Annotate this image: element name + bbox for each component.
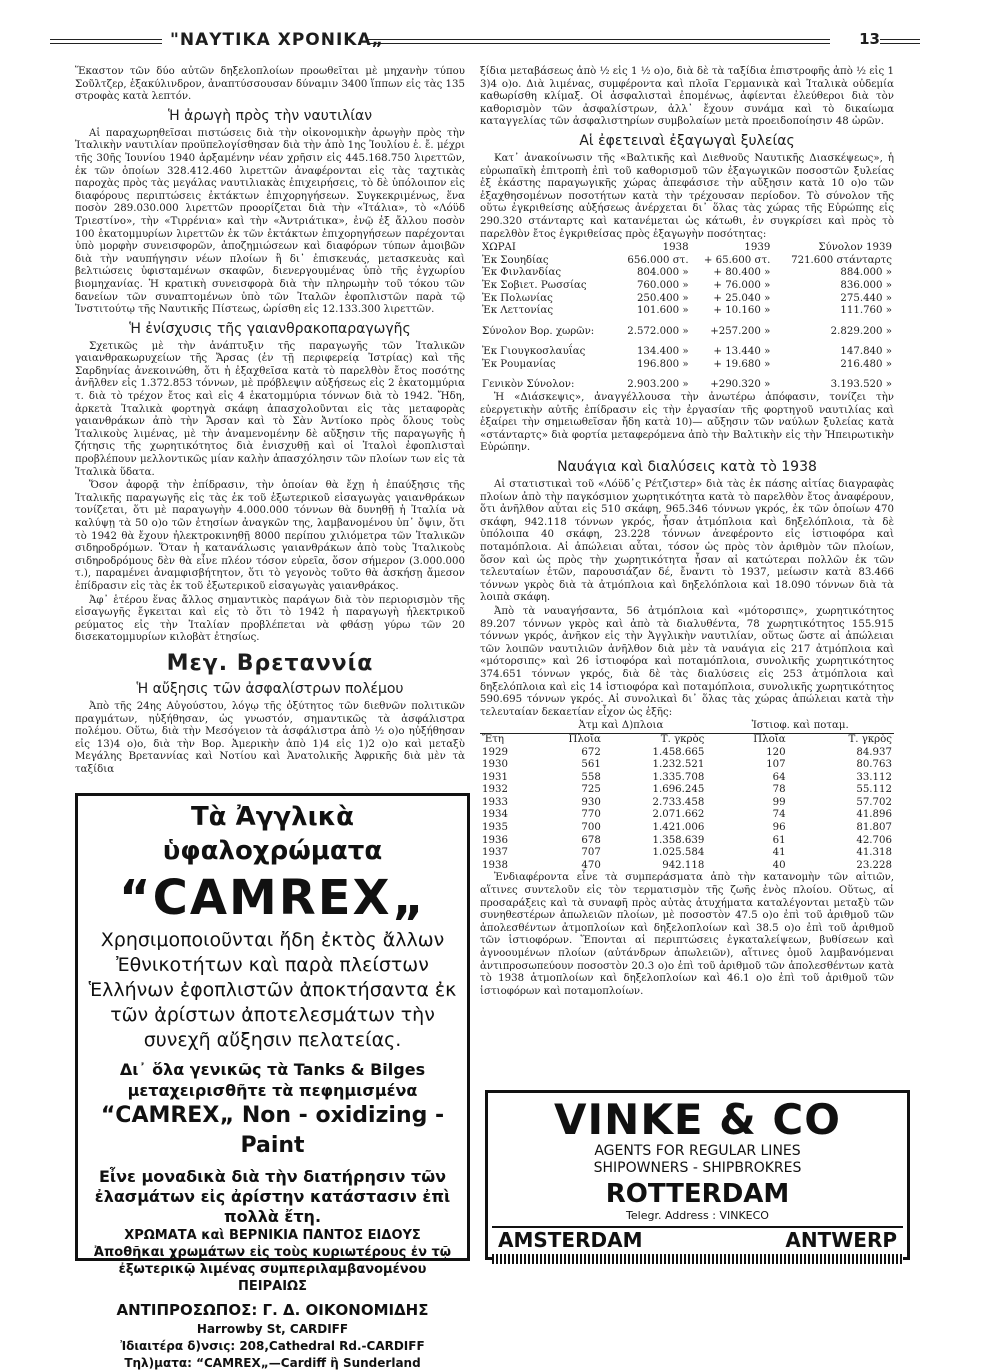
table-cell: Ἐκ Λεττονίας	[482, 305, 554, 317]
table-cell: + 65.600 στ.	[703, 254, 771, 266]
table-cell: 942.118	[662, 859, 705, 871]
table-cell: 1937	[482, 847, 508, 859]
table-cell: 1.458.665	[652, 746, 705, 758]
decorative-border	[492, 1254, 903, 1264]
table-cell: 721.600 στάνταρτς	[791, 254, 892, 266]
table-cell: 1933	[482, 796, 508, 808]
table-cell: 42.706	[856, 834, 892, 846]
table-row	[480, 747, 894, 760]
header-rule-end	[880, 39, 920, 44]
ad-telegraph: Telegr. Address : VINKECO	[626, 1209, 769, 1222]
table-total-row	[480, 379, 894, 392]
intro-paragraph: Ἕκαστον τῶν δύο αὐτῶν δηξελοπλοίων προωθεῖται μὲ μηχανὴν τύπου Σοῦλτζερ, ἑξακύλινδρον, ἀναπτύσσουσαν δύναμιν 3400 ἵππων εἰς τὰς 135 στροφὰς κατὰ λεπτόν.	[75, 66, 465, 103]
table-cell: 78	[772, 784, 786, 796]
table-header: ΧΩΡΑΙ	[482, 242, 516, 254]
page-header	[50, 30, 920, 54]
table-cell: 196.800 »	[636, 358, 689, 370]
table-cell: 250.400 »	[636, 292, 689, 304]
table-cell: 275.440 »	[840, 292, 892, 304]
table-cell: + 10.160 »	[713, 305, 771, 317]
table-row	[480, 759, 894, 772]
table-cell: 1.358.639	[652, 834, 705, 846]
table-cell: 760.000 »	[636, 279, 689, 291]
header-rule-left	[50, 39, 162, 44]
table-header: Τ. γκρὸς	[848, 733, 892, 745]
vinke-advertisement	[485, 1090, 910, 1260]
table-header: 1939	[744, 242, 771, 254]
table-cell: 1929	[482, 746, 508, 758]
table-cell: +257.200 »	[710, 325, 771, 337]
ad-company-name: VINKE & CO	[554, 1095, 841, 1144]
ad-product: “CAMREX„ Non - oxidizing - Paint	[100, 1103, 445, 1158]
table-cell: 700	[581, 822, 601, 834]
table-group-header: Ἱστιοφ. καὶ ποταμ.	[751, 720, 849, 732]
table-cell: + 76.000 »	[713, 279, 771, 291]
table-header: Σύνολον 1939	[818, 242, 892, 254]
table-cell: 99	[772, 796, 786, 808]
table-cell: 101.600 »	[636, 305, 689, 317]
table-row	[480, 346, 894, 359]
section-title-coal: Ἡ ἐνίσχυσις τῆς γαιανθρακοπαραγωγῆς	[129, 320, 411, 337]
table-cell: + 19.680 »	[713, 358, 771, 370]
table-cell: 2.572.000 »	[627, 325, 689, 337]
table-cell: 2.829.200 »	[830, 325, 892, 337]
table-cell: 770	[581, 809, 601, 821]
table-cell: Ἐκ Φινλανδίας	[482, 267, 562, 279]
table-header: Πλοῖα	[568, 733, 601, 745]
table-cell: Ἐκ Πολωνίας	[482, 292, 553, 304]
right-column	[480, 66, 894, 999]
ad-telegraph: Τηλ)ματα: “CAMREX„—Cardiff ἢ Sunderland	[124, 1356, 421, 1370]
table-cell: 23.228	[856, 859, 892, 871]
table-cell: 57.702	[856, 796, 892, 808]
section-title-shipwrecks: Ναυάγια καὶ διαλύσεις κατὰ τὸ 1938	[557, 459, 817, 476]
header-rule-right	[368, 39, 830, 44]
table-cell: 1935	[482, 822, 508, 834]
table-cell: 561	[581, 759, 601, 771]
table-cell: 1931	[482, 771, 508, 783]
paragraph: Κατ᾽ ἀνακοίνωσιν τῆς «Βαλτικῆς καὶ Διεθνοῦς Ναυτικῆς Διασκέψεως», ἡ εὐρωπαϊκὴ ἐπιτροπὴ ἐπὶ τοῦ καθορισμοῦ τῶν ἐξαγωγικῶν ποσοστῶν ξυλείας ἐξ ἑκάστης παραγωγικῆς χώρας ἀπεφάσισε τὴν αὔξησιν κατὰ 10 ο)ο τῶν ἐξαχθησομένων ποσοτήτων κατὰ τὴν τρέχουσαν περίοδον. Τὸ σύνολον τῆς οὕτω ἐγκριθείσης αὐξήσεως ἀνέρχεται δι᾽ ὅλας τὰς χώρας τῆς Εὐρώπης εἰς 290.320 στάνταρτς καὶ κατανέμεται ὡς κάτωθι, ἐν συγκρίσει καὶ πρὸς τὸ παρελθὸν ἔτος ἐγκριθείσας πρὸς ἐξαγωγὴν ποσότητας:	[480, 152, 894, 240]
table-header-row	[480, 733, 894, 746]
table-cell: 147.840 »	[840, 346, 892, 358]
table-cell: 930	[581, 796, 601, 808]
table-cell: Σύνολον Βορ. χωρῶν:	[482, 325, 595, 337]
paragraph: Ἐνδιαφέροντα εἶνε τὰ συμπεράσματα ἀπὸ τὴν κατανομὴν τῶν αἰτιῶν, αἵτινες συντελοῦν εἰς τὸν τερματισμὸν τῆς ζωῆς ἑνὸς πλοίου. Οὕτως, αἱ προσαράξεις καὶ τὰ συναφῆ πρὸς αὐτὰς ἀτυχήματα καταλέγονται μεταξὺ τῶν συνηθεστέρων ἀπωλειῶν πλοίων, μὲ ποσοστὸν 47.5 ο)ο ἐπὶ τοῦ ἀριθμοῦ τῶν ἀπολεσθέντων ἀτμοπλοίων καὶ δηξελοπλοίων καὶ 38.5 ο)ο ἐπὶ τοῦ ἀριθμοῦ τῶν ἱστιοφόρων. Ἕπονται αἱ περιπτώσεις ἐγκαταλείψεων, βυθίσεων καὶ ἀγνοουμένων πλοίων (αὐτάνδρων ἀπωλειῶν), αἵτινες ὁμοῦ λαμβανόμεναι ἀντιπροσωπεύουν ποσοστὸν 20.3 ο)ο ἐπὶ τοῦ ἀριθμοῦ τῶν ἀπολεσθέντων κατὰ τὸ 1938 ἀτμοπλοίων καὶ δηξελοπλοίων καὶ 46.1 ο)ο ἐπὶ τοῦ ἀριθμοῦ τῶν ἱστιοφόρων καὶ ποταμοπλοίων.	[480, 872, 894, 997]
ad-port: AMSTERDAM	[498, 1228, 643, 1252]
table-row	[480, 359, 894, 372]
table-cell: 1936	[482, 834, 508, 846]
table-group-header: Ἀτμ καὶ Δ)πλοια	[578, 720, 664, 732]
ad-headline: Τὰ Ἀγγλικὰ ὑφαλοχρώματα	[162, 802, 383, 866]
table-cell: 1.232.521	[652, 759, 705, 771]
table-cell: 1.025.584	[652, 847, 705, 859]
section-title-timber: Αἱ ἐφετειναὶ ἐξαγωγαὶ ξυλείας	[579, 132, 795, 149]
table-row	[480, 860, 894, 873]
table-cell: 41.896	[856, 809, 892, 821]
ad-text: AGENTS FOR REGULAR LINES	[594, 1143, 801, 1159]
table-row	[480, 267, 894, 280]
ad-text: Ἀποθῆκαι χρωμάτων εἰς τοὺς κυριωτέρους ἐν τῷ ἐξωτερικῷ λιμένας συμπεριλαμβανομένου ΠΕΙΡΑΙΩΣ	[93, 1245, 452, 1294]
table-cell: 81.807	[856, 822, 892, 834]
table-cell: 33.112	[856, 771, 892, 783]
table-cell: 216.480 »	[840, 358, 892, 370]
table-cell: 470	[581, 859, 601, 871]
table-header: Ἔτη	[482, 733, 505, 745]
table-cell: Ἐκ Σοβιετ. Ρωσσίας	[482, 279, 587, 291]
table-cell: 678	[581, 834, 601, 846]
table-cell: 41	[772, 847, 786, 859]
table-cell: + 80.400 »	[713, 267, 771, 279]
ad-ports	[492, 1226, 903, 1252]
paragraph: Σχετικῶς μὲ τὴν ἀνάπτυξιν τῆς παραγωγῆς τῶν Ἰταλικῶν γαιανθρακωρυχείων τῆς Ἄρσας (ἐν τῇ περιφερείᾳ Ἰστρίας) καὶ τῆς Σαρδηνίας ἀνεκοινώθη, ὅτι ἡ ἐξαχθεῖσα κατὰ τὸ παρελθὸν ἔτος ποσότης ἀνῆλθεν εἰς 1.372.853 τόννων, μὲ πρόβλεψιν αὐξήσεως εἰς 2 ἑκατομμύρια τ. διὰ τὸ τρέχον ἔτος καὶ εἰς 4 ἑκατομμύρια τόννων διὰ τὸ 1942. Ἤδη, ἀρκετὰ Ἰταλικὰ φορτηγὰ σκάφη ἀπασχολοῦνται εἰς τὰς μεταφορὰς γαιανθράκων ἀπὸ τὴν Ἄρσαν καὶ τὸ Σὰν Ἀντίοκο πρὸς ὅλους τοὺς Ἰταλικοὺς λιμένας, μὲ τὴν ἀναμενομένην δὲ αὔξησιν τῆς παραγωγῆς ἡ ζήτησις τῆς χωρητικότητος διὰ ἐνισχυθῇ καὶ οἱ Ἰταλοὶ ἐφοπλισταὶ προβλέπουν μελλοντικῶς μίαν καλὴν ἀπασχόλησιν τῶν πλοίων των εἰς τὰ Ἰταλικὰ ὕδατα.	[75, 340, 465, 478]
table-row	[480, 305, 894, 318]
table-row	[480, 784, 894, 797]
table-cell: 656.000 στ.	[627, 254, 689, 266]
table-cell: 707	[581, 847, 601, 859]
table-cell: 1932	[482, 784, 508, 796]
table-cell: 134.400 »	[636, 346, 689, 358]
section-title-shipping-aid: Ἡ ἀρωγὴ πρὸς τὴν ναυτιλίαν	[167, 107, 373, 124]
paragraph: Αἱ στατιστικαὶ τοῦ «Λόϋδ᾽ς Ρέτζιστερ» διὰ τὰς ἐκ πάσης αἰτίας διαγραφὰς πλοίων ἀπὸ τὴν παγκόσμιον χωρητικότητα κατὰ τὸ παρελθὸν ἔτος ἀναφέρουν, ὅτι ἀνῆλθον αὗται εἰς 510 σκάφη, 965.346 τόννων γκρός, ἐκ τῶν ὁποίων 470 σκάφη, 942.118 τόννων γκρός, ἦσαν ἀτμόπλοια καὶ δηξελόπλοια, τὰ δὲ ὑπόλοιπα 40 σκάφη, 23.228 τόννων ἀνεφέροντο εἰς ἱστιοφόρα καὶ ποταμόπλοια. Αἱ ἀπώλειαι αὗται, τόσον ὡς πρὸς τὸν ἀριθμὸν τῶν πλοίων, ὅσον καὶ ὡς πρὸς τὴν χωρητικότητα ἦσαν αἱ κατώτεραι πολλῶν ἐκ τῶν τελευταίων ἐτῶν, παρουσιάζαν δέ, ἔναντι τὸ 1937, μείωσιν κατὰ 83.466 τόννων γκρὸς διὰ τὰ ἀτμόπλοια καὶ δηξελόπλοια καὶ 18.090 τόννων διὰ τὰ λοιπὰ σκάφη.	[480, 479, 894, 604]
ad-text: SHIPOWNERS - SHIPBROKRES	[593, 1160, 802, 1176]
table-cell: + 13.440 »	[713, 346, 771, 358]
table-cell: 55.112	[856, 784, 892, 796]
table-cell: 884.000 »	[840, 267, 892, 279]
paragraph: Ἀπὸ τῆς 24ης Αὐγούστου, λόγῳ τῆς ὀξύτητος τῶν διεθνῶν πολιτικῶν πραγμάτων, ηὐξήθησαν, ὡς γνωστόν, σημαντικῶς τὰ ἀσφάλιστρα πολέμου. Οὕτω, διὰ τὴν Μεσόγειον τὰ ἀσφάλιστρα ἀπὸ ½ ο)ο ηὐξήθησαν εἰς 13)4 ο)ο, διὰ τὴν Βορ. Ἀμερικὴν ἀπὸ 1)4 εἰς 1)2 ο)ο καὶ μεταξὺ Μεγάλης Βρεταννίας καὶ Νοτίου καὶ Ἀνατολικῆς Ἀφρικῆς διὰ μὲν τὰ ταξίδια	[75, 700, 465, 775]
table-row	[480, 280, 894, 293]
table-cell: 2.903.200 »	[627, 379, 689, 391]
table-cell: 64	[772, 771, 786, 783]
table-cell: +290.320 »	[710, 379, 771, 391]
table-row	[480, 293, 894, 306]
table-cell: 84.937	[856, 746, 892, 758]
table-cell: 3.193.520 »	[830, 379, 892, 391]
table-cell: 725	[581, 784, 601, 796]
table-cell: 2.733.458	[652, 796, 705, 808]
ad-city: ROTTERDAM	[605, 1179, 790, 1209]
ad-address: Ἰδιαιτέρα δ)νσις: 208,Cathedral Rd.-CARDIFF	[120, 1339, 425, 1353]
table-header-row	[480, 242, 894, 255]
table-cell: 1.696.245	[652, 784, 705, 796]
section-title-war-insurance: Ἡ αὔξησις τῶν ἀσφαλίστρων πολέμου	[136, 680, 404, 697]
camrex-advertisement	[75, 793, 470, 1370]
table-cell: Ἐκ Ρουμανίας	[482, 358, 556, 370]
ad-text: ΧΡΩΜΑΤΑ καὶ ΒΕΡΝΙΚΙΑ ΠΑΝΤΟΣ ΕΙΔΟΥΣ	[124, 1228, 421, 1243]
table-cell: 111.760 »	[840, 305, 892, 317]
ad-port: ANTWERP	[785, 1228, 897, 1252]
table-cell: 1934	[482, 809, 508, 821]
paragraph: Ἀφ᾽ ἑτέρου ἕνας ἄλλος σημαντικὸς παράγων διὰ τὸν περιορισμὸν τῆς εἰσαγωγῆς ἔγκειται καὶ εἰς τὸ ὅτι τὸ 1942 ἡ παραγωγὴ ἠλεκτρικοῦ ρεύματος εἰς τὴν Ἰταλίαν προβλέπεται νὰ φθάσῃ γύρω τῶν 20 δισεκατομμυρίων κιλοβὰτ ἐτησίως.	[75, 594, 465, 644]
table-row	[480, 797, 894, 810]
table-cell	[480, 720, 535, 733]
table-row	[480, 809, 894, 822]
paragraph: Ἀπὸ τὰ ναυαγήσαντα, 56 ἀτμόπλοια καὶ «μότορσιπς», χωρητικότητος 89.207 τόννων γκρὸς καὶ ἀπὸ τὰ διαλυθέντα, 78 χωρητικότητος 155.915 τόννων γκρός, ἀνῆκον εἰς τὴν Ἀγγλικὴν ναυτιλίαν, οὕτως ὥστε αἱ ἀπώλειαι τῶν λοιπῶν ναυτιλιῶν ἀνῆλθον διὰ μὲν τὰ ναυάγια εἰς 217 ἀτμόπλοια καὶ «μότορσιπς» καὶ 26 ἱστιοφόρα καὶ ποταμόπλοια, συνολικῆς χωρητικότητος 374.651 τόννων γκρός, διὰ δὲ τὰς διαλύσεις εἰς 253 ἀτμόπλοια καὶ δηξελόπλοια καὶ εἰς 14 ἱστιοφόρα καὶ ποταμόπλοια, συνολικῆς χωρητικότητος 590.695 τόννων γκρός. Αἱ συνολικαὶ δι᾽ ὅλας τὰς χώρας ἀπώλειαι κατὰ τὴν τελευταίαν δεκαετίαν εἶχον ὡς ἑξῆς:	[480, 605, 894, 718]
table-cell: 41.318	[856, 847, 892, 859]
table-cell: 836.000 »	[840, 279, 892, 291]
ad-brand: “CAMREX„	[119, 870, 426, 926]
table-cell: 1.335.708	[652, 771, 705, 783]
table-spacer	[480, 318, 894, 326]
timber-export-table	[480, 242, 894, 392]
table-cell: 1938	[482, 859, 508, 871]
paragraph: Αἱ παραχωρηθεῖσαι πιστώσεις διὰ τὴν οἰκονομικὴν ἀρωγὴν πρὸς τὴν Ἰταλικὴν ναυτιλίαν προϋπελογίσθησαν διὰ τὴν ἀπὸ 1ης Ἰουλίου ἑ. ἔ. μέχρι τῆς 30ῆς Ἰουνίου 1940 ἀρξαμένην νέαν χρῆσιν εἰς 445.168.750 λιρεττῶν, ἐκ τῶν ὁποίων 328.412.460 λιρεττῶν ἀναφέρονται εἰς τὰς ταχτικὰς παροχὰς πρὸς τὰς μεγάλας ναυτιλιακὰς ἐπιχειρήσεις, τὸ δὲ ὑπόλοιπον εἰς διαφόρους περιπτώσεις ἐκτάκτων ἐπιχορηγήσεων. Συγκεκριμένως, ἕνα ποσὸν 289.030.000 λιρεττῶν προορίζεται διὰ τὴν «Ἰτάλια», τὸ «Λόϋδ Τριεστίνο», τὴν «Τιρρένια» καὶ τὴν «Ἀντριάτικα», ἐνῷ ἐξ ἄλλου ποσὸν 100 ἑκατομμυρίων λιρεττῶν ἐκ τῶν ἐκτάκτων ἐπιχορηγήσεων παρέχονται ὑπὸ μορφὴν συνεισφορῶν, ἀποζημιώσεων καὶ διαφόρων τύπων ἀμοιβῶν διὰ τὴν ναυπήγησιν νέων πλοίων ἢ δι᾽ ἐπισκευάς, μετασκευὰς καὶ βελτιώσεις ὑφισταμένων σκαφῶν, διενεργουμένας ὑπὸ τῆς ἐγχωρίου βιομηχανίας. Ἡ κρατικὴ συνεισφορὰ διὰ τὴν πληρωμὴν τοῦ τόκου τῶν δανείων τῶν συναπτομένων ὑπὸ τῶν Ἰταλῶν ἐφοπλιστῶν παρὰ τῷ Ἰνστιτούτῳ τῆς Ναυτικῆς Πίστεως, ὡρίσθη εἰς 12.133.300 λιρεττῶν.	[75, 127, 465, 316]
paragraph: Ὅσον ἀφορᾷ τὴν ἐπίδρασιν, τὴν ὁποίαν θὰ ἔχῃ ἡ ἐπαύξησις τῆς Ἰταλικῆς παραγωγῆς εἰς τὰς ἐκ τοῦ ἐξωτερικοῦ εἰσαγωγὰς γαιανθράκων τονίζεται, ὅτι μὲ παραγωγὴν 4.000.000 τόννων θὰ δυνηθῇ ἡ Ἰταλία νὰ καλύψῃ τὰ 50 ο)ο τῶν ἐτησίων ἀναγκῶν της, λαμβανομένου ὑπ᾽ ὄψιν, ὅτι τὸ 1942 θὰ ἔχουν ἠλεκτροκινηθῇ 8000 περίπου χιλιόμετρα τῶν Ἰταλικῶν σιδηροδρόμων. Ὅταν ἡ κατανάλωσις γαιανθράκων ἀπὸ τοὺς Ἰταλικοὺς σιδηροδρόμους δὲν θὰ εἶνε πλέον τόσον εὐρεῖα, ὅσον σήμερον (3.000.000 τ.), παραμένει ἀναμφισβήτητον, ὅτι τὸ γεγονὸς τοῦτο θὰ ἀσκήσῃ ἄμεσον ἐπίδρασιν εἰς τὰς ἐκ τοῦ ἐξωτερικοῦ εἰσαγωγὰς γαιανθράκος.	[75, 480, 465, 592]
page-number: 13	[859, 30, 880, 48]
table-row	[480, 822, 894, 835]
table-cell: 107	[766, 759, 786, 771]
country-heading: Μεγ. Βρεταννία	[166, 650, 374, 676]
table-cell: 1930	[482, 759, 508, 771]
table-cell: + 25.040 »	[713, 292, 771, 304]
table-cell: 61	[772, 834, 786, 846]
ad-agent: ΑΝΤΙΠΡΟΣΩΠΟΣ: Γ. Δ. ΟΙΚΟΝΟΜΙΔΗΣ	[116, 1301, 429, 1319]
left-column	[75, 66, 465, 778]
table-cell: 672	[581, 746, 601, 758]
paragraph: Ἡ «Διάσκεψις», ἀναγγέλλουσα τὴν ἀνωτέρω ἀπόφασιν, τονίζει τὴν εὐεργετικὴν αὐτῆς ἐπίδρασιν εἰς τὴν ἐργασίαν τῆς φορτηγοῦ ναυτιλίας καὶ ἐξαίρει τὴν σημειωθεῖσαν ἤδη κατὰ 10)— αὔξησιν τῶν ναύλων ξυλείας κατὰ «στάνταρτς» διὰ φορτία μεταφερόμενα ἀπὸ τὴν Βαλτικὴν εἰς τὴν Ἠπειρωτικὴν Εὐρώπην.	[480, 392, 894, 454]
table-cell: 80.763	[856, 759, 892, 771]
table-cell: 40	[772, 859, 786, 871]
table-cell: Ἐκ Γιουγκοσλαυΐας	[482, 346, 586, 358]
ad-text: Εἶνε μοναδικὰ διὰ τὴν διατήρησιν τῶν ἐλασμάτων εἰς ἀρίστην κατάστασιν ἐπὶ πολλὰ ἔτη.	[94, 1167, 451, 1226]
table-cell: 96	[772, 822, 786, 834]
table-cell: 1.421.006	[652, 822, 705, 834]
table-cell: 120	[766, 746, 786, 758]
paragraph: ξίδια μεταβάσεως ἀπὸ ½ εἰς 1 ½ ο)ο, διὰ δὲ τὰ ταξίδια ἐπιστροφῆς ἀπὸ ½ εἰς 1 3)4 ο)ο. Διὰ λιμένας, συμφέροντα καὶ πλοῖα Γερμανικὰ καὶ Ἰταλικὰ οὐδεμία καθωρίσθη κλίμαξ. Οἱ ἀσφαλισταὶ ἐπομένως, ἀφίενται ἐλεύθεροι διὰ τὸν καθορισμὸν τῶν ἀσφαλίστρων, ἀλλ᾽ ἔχουν συνάμα καὶ τὸ δικαίωμα καταγγελίας τῶν ἀσφαλιστηρίων συμβολαίων μετὰ προειδοποίησιν 48 ὡρῶν.	[480, 66, 894, 128]
ad-address: Harrowby St, CARDIFF	[196, 1322, 349, 1336]
table-cell: 74	[772, 809, 786, 821]
table-row	[480, 772, 894, 785]
table-row	[480, 847, 894, 860]
table-header: Πλοῖα	[753, 733, 786, 745]
table-row	[480, 255, 894, 268]
table-header: Τ. γκρὸς	[660, 733, 705, 745]
table-group-row	[480, 720, 894, 733]
table-cell: 804.000 »	[636, 267, 689, 279]
losses-table	[480, 720, 894, 872]
table-header: 1938	[662, 242, 689, 254]
table-cell: Γενικὸν Σύνολον:	[482, 379, 575, 391]
ad-text: Χρησιμοποιοῦνται ἤδη ἐκτὸς ἄλλων Ἐθνικοτήτων καὶ παρὰ πλείστων Ἑλλήνων ἐφοπλιστῶν ἀποκτήσαντα ἐκ τῶν ἀρίστων ἀποτελεσμάτων τὴν συνεχῆ αὔξησιν πελατείας.	[88, 929, 457, 1051]
journal-title: "ΝΑΥΤΙΚΑ ΧΡΟΝΙΚΑ„	[170, 30, 384, 50]
table-cell: Ἐκ Σουηδίας	[482, 254, 549, 266]
table-cell: 2.071.662	[652, 809, 705, 821]
table-row	[480, 835, 894, 848]
ad-text: Δι᾽ ὅλα γενικῶς τὰ Tanks & Bilges μεταχειρισθῆτε τὰ πεφημισμένα	[119, 1060, 426, 1100]
table-subtotal-row	[480, 326, 894, 339]
table-cell: 558	[581, 771, 601, 783]
